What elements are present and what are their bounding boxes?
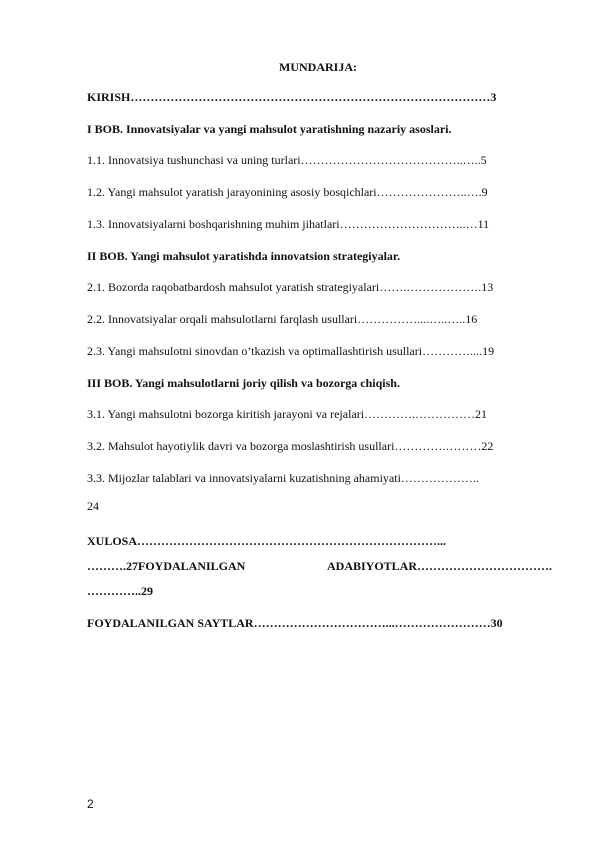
toc-entry-adabiyotlar-left: ……….27FOYDALANILGAN	[87, 559, 246, 573]
toc-entry-adabiyotlar	[87, 559, 552, 574]
toc-entry-2-3: 2.3. Yangi mahsulotni sinovdan o’tkazish va optimallashtirish usullari…………....19	[87, 344, 495, 358]
page-title: MUNDARIJA:	[279, 60, 357, 74]
page-number: 2	[87, 797, 94, 811]
toc-entry-3-3-page: 24	[87, 499, 99, 513]
toc-entry-3-2: 3.2. Mahsulot hayotiylik davri va bozorga moslashtirish usullari………….………22	[87, 439, 494, 453]
toc-entry-adabiyotlar-right: ADABIYOTLAR…………………………….	[326, 559, 552, 573]
toc-chapter-2: II BOB. Yangi mahsulot yaratishda innovatsion strategiyalar.	[87, 249, 401, 263]
toc-entry-xulosa: XULOSA…………………………………………………………………...	[87, 534, 447, 548]
toc-entry-saytlar: FOYDALANILGAN SAYTLAR……………………………...……………………30	[87, 616, 503, 630]
toc-entry-kirish: KIRISH………………………………………………………………………………3	[87, 90, 497, 104]
toc-entry-3-1: 3.1. Yangi mahsulotni bozorga kiritish jarayoni va rejalari………….……………21	[87, 407, 488, 421]
toc-entry-2-1: 2.1. Bozorda raqobatbardosh mahsulot yaratish strategiyalari…….……………….13	[87, 280, 494, 294]
toc-entry-1-2: 1.2. Yangi mahsulot yaratish jarayonining asosiy bosqichlari…………………..….9	[87, 185, 488, 199]
toc-entry-3-3: 3.3. Mijozlar talablari va innovatsiyalarni kuzatishning ahamiyati………………..	[87, 471, 479, 485]
toc-entry-2-2: 2.2. Innovatsiyalar orqali mahsulotlarni farqlash usullari……………....…..…..16	[87, 312, 478, 326]
toc-chapter-3: III BOB. Yangi mahsulotlarni joriy qilish va bozorga chiqish.	[87, 376, 400, 390]
toc-entry-1-1: 1.1. Innovatsiya tushunchasi va uning turlari…………………………………..…..5	[87, 153, 487, 167]
toc-entry-1-3: 1.3. Innovatsiyalarni boshqarishning muhim jihatlari…………………………..…11	[87, 217, 490, 231]
toc-chapter-1: I BOB. Innovatsiyalar va yangi mahsulot yaratishning nazariy asoslari.	[87, 122, 452, 136]
toc-entry-adabiyotlar-page: …………..29	[87, 584, 153, 598]
